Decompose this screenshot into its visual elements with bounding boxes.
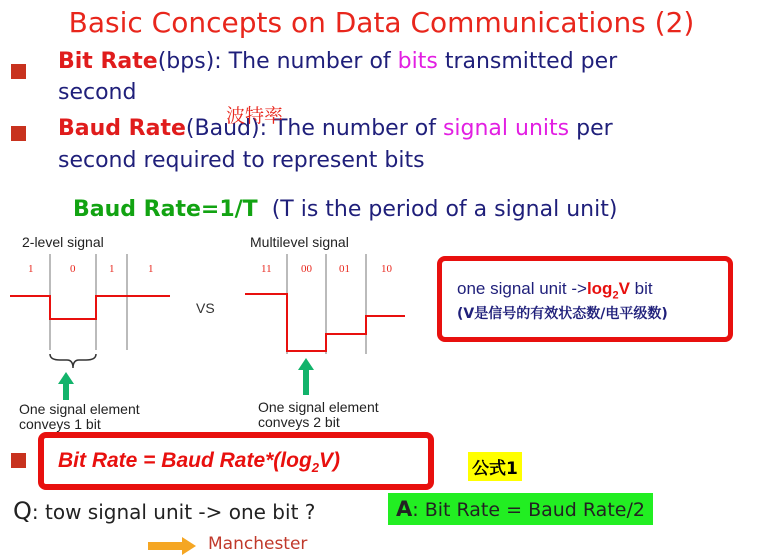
left-bit-label: 1: [148, 263, 154, 275]
bitrate-term: Bit Rate: [58, 49, 158, 74]
signal-unit-v: V: [618, 279, 630, 298]
right-signal-label: Multilevel signal: [250, 234, 349, 250]
baudrate-line-1: [58, 116, 613, 141]
bitrate-highlight: bits: [397, 49, 438, 74]
bitrate-line-2: second: [58, 80, 137, 105]
bitrate-desc-a: : The number of: [214, 49, 398, 74]
baudrate-desc-a: : The number of: [259, 116, 443, 141]
left-signal-label: 2-level signal: [22, 234, 104, 250]
manchester-label: Manchester: [208, 534, 308, 554]
signal-diagram: [0, 250, 440, 400]
signal-unit-text: one signal unit ->: [457, 279, 587, 298]
bullet-baudrate: [11, 126, 26, 141]
right-caption-1: One signal element: [258, 399, 379, 415]
question-line: [13, 497, 315, 525]
bitrate-line-1: [58, 49, 617, 74]
left-arrow-icon: [58, 372, 74, 400]
baudrate-line-2: second required to represent bits: [58, 148, 425, 173]
right-bit-label: 11: [261, 263, 272, 275]
formula-part-a: Bit Rate = Baud Rate*(log: [58, 449, 312, 472]
answer-a: A: [396, 497, 413, 521]
manchester-arrow-icon: [148, 537, 198, 555]
formula-sub: 2: [311, 460, 320, 476]
baudrate-term: Baud Rate: [58, 116, 186, 141]
bitrate-unit: (bps): [157, 49, 215, 74]
bullet-bitrate: [11, 64, 26, 79]
multilevel-signal: [245, 254, 405, 395]
formula-box: [38, 432, 434, 490]
baud-equation: [73, 197, 617, 222]
signal-unit-bit: bit: [629, 279, 653, 298]
two-level-waveform: [10, 296, 170, 319]
left-bit-label: 1: [109, 263, 115, 275]
baud-equation-formula: Baud Rate=1/T: [73, 197, 258, 222]
two-level-signal: [10, 254, 170, 400]
right-arrow-icon: [298, 358, 314, 395]
left-bit-label: 1: [28, 263, 34, 275]
baudrate-chinese-note: 波特率: [226, 105, 284, 127]
baudrate-desc-b: per: [569, 116, 613, 141]
page-title: Basic Concepts on Data Communications (2): [68, 6, 695, 39]
answer-box: [388, 493, 653, 525]
bitrate-desc-b: transmitted per: [437, 49, 618, 74]
answer-text: : Bit Rate = Baud Rate/2: [412, 499, 645, 521]
signal-unit-box: [437, 256, 733, 342]
baudrate-highlight: signal units: [442, 116, 570, 141]
left-bit-label: 0: [70, 263, 76, 275]
question-text: : tow signal unit -> one bit ?: [31, 500, 316, 524]
right-bit-label: 10: [381, 263, 392, 275]
left-caption-1: One signal element: [19, 401, 140, 417]
formula-text: [58, 449, 340, 475]
right-caption-2: conveys 2 bit: [258, 414, 340, 430]
left-caption-2: conveys 1 bit: [19, 416, 101, 432]
question-q: Q: [13, 497, 32, 525]
baudrate-unit: (Baud): [185, 116, 260, 141]
right-bit-label: 01: [339, 263, 350, 275]
formula-part-b: V): [319, 449, 341, 472]
signal-unit-log: log: [586, 279, 613, 298]
signal-unit-line-1: [457, 279, 653, 301]
left-brace: [50, 354, 96, 368]
formula-tag: 公式1: [468, 452, 522, 481]
versus-label: VS: [196, 300, 215, 316]
signal-unit-line-2: (V是信号的有效状态数/电平级数): [457, 306, 668, 322]
right-bit-label: 00: [301, 263, 312, 275]
signal-unit-sub: 2: [612, 289, 619, 302]
bullet-formula: [11, 453, 26, 468]
multilevel-waveform: [245, 294, 405, 351]
baud-equation-explain: (T is the period of a signal unit): [271, 197, 618, 222]
